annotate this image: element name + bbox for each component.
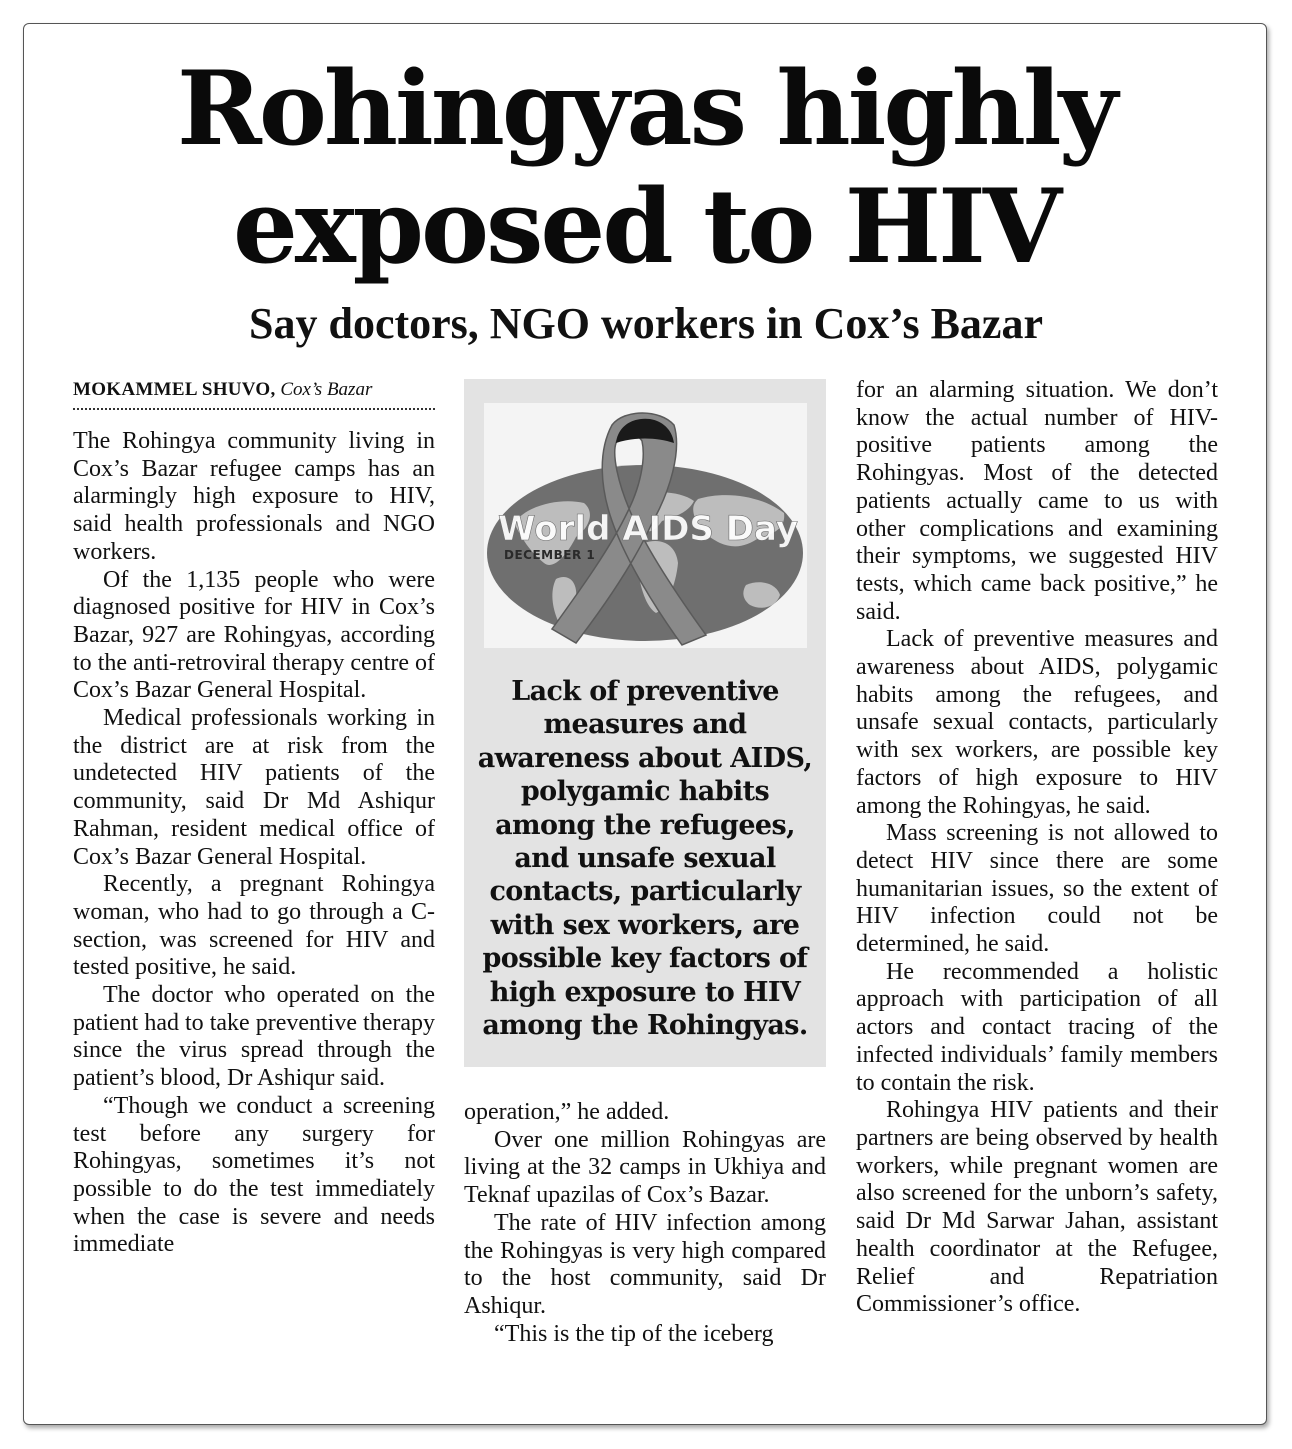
pull-quote-box xyxy=(464,379,826,1067)
byline-location: Cox’s Bazar xyxy=(280,379,373,400)
paragraph: “This is the tip of the iceberg xyxy=(494,1320,774,1347)
paragraph: Medical professionals working in the district are at risk from the undetected HIV patients of the community, said Dr Md Ashiqur Rahman, resident medical office of Cox’s Bazar General Hospital. xyxy=(73,705,435,870)
subheadline: Say doctors, NGO workers in Cox’s Bazar xyxy=(249,299,1043,348)
article-column-2 xyxy=(464,1099,826,1348)
world-aids-day-graphic xyxy=(484,403,807,648)
paragraph: for an alarming situation. We don’t know the actual number of HIV-positive patients among the Rohingyas. Most of the detected patients actually came to us with other complications and examining their symptoms, we suggested HIV tests, which came back positive,” he said. xyxy=(856,377,1218,625)
paragraph: The rate of HIV infection among the Rohingyas is very high compared to the host community, said Dr Ashiqur. xyxy=(464,1209,826,1319)
paragraph: Recently, a pregnant Rohingya woman, who had to go through a C-section, was screened for HIV and tested positive, he said. xyxy=(73,871,435,981)
paragraph: Of the 1,135 people who were diagnosed positive for HIV in Cox’s Bazar, 927 are Rohingyas, according to the anti-retroviral therapy centre of Cox’s Bazar General Hospital. xyxy=(73,566,435,704)
paragraph: The Rohingya community living in Cox’s Bazar refugee camps has an alarmingly high exposure to HIV, said health professionals and NGO workers. xyxy=(73,428,435,565)
world-aids-day-title: World AIDS Day xyxy=(498,509,799,549)
paragraph: The doctor who operated on the patient had to take preventive therapy since the virus spread through the patient’s blood, Dr Ashiqur said. xyxy=(73,982,435,1092)
paragraph: Mass screening is not allowed to detect HIV since there are some humanitarian issues, so the extent of HIV infection could not be determined, he said. xyxy=(856,820,1218,958)
world-aids-day-date: DECEMBER 1 xyxy=(504,548,596,562)
world-aids-day-image xyxy=(484,403,807,648)
paragraph: “Though we conduct a screening test before any surgery for Rohingyas, sometimes it’s not possible to do the test immediately when the case is severe and needs immediate xyxy=(73,1092,435,1258)
pull-quote-text: Lack of preventive measures and awareness about AIDS, polygamic habits among the refugees, and unsafe sexual contacts, particularly with sex workers, are possible key factors of high exposure to HIV among the Rohingyas. xyxy=(477,676,813,1042)
paragraph: operation,” he added. xyxy=(464,1099,670,1125)
byline xyxy=(73,378,435,410)
headline: Rohingyas highly exposed to HIV xyxy=(177,49,1115,287)
paragraph: He recommended a holistic approach with participation of all actors and contact tracing of the infected individuals’ family members to contain the risk. xyxy=(856,958,1218,1096)
paragraph: Over one million Rohingyas are living at the 32 camps in Ukhiya and Teknaf upazilas of Cox’s Bazar. xyxy=(464,1126,826,1209)
paragraph: Rohingya HIV patients and their partners are being observed by health workers, while pregnant women are also screened for the unborn’s safety, said Dr Md Sarwar Jahan, assistant health coordinator at the Refugee, Relief and Repatriation Commissioner’s office. xyxy=(856,1097,1218,1318)
article-column-3 xyxy=(856,377,1218,1319)
paragraph: Lack of preventive measures and awareness about AIDS, polygamic habits among the refugees, and unsafe sexual contacts, particularly with sex workers, are possible key factors of high exposure to HIV among the Rohingyas, he said. xyxy=(856,626,1218,819)
byline-author: MOKAMMEL SHUVO, xyxy=(73,379,276,400)
article-column-1 xyxy=(73,428,435,1259)
